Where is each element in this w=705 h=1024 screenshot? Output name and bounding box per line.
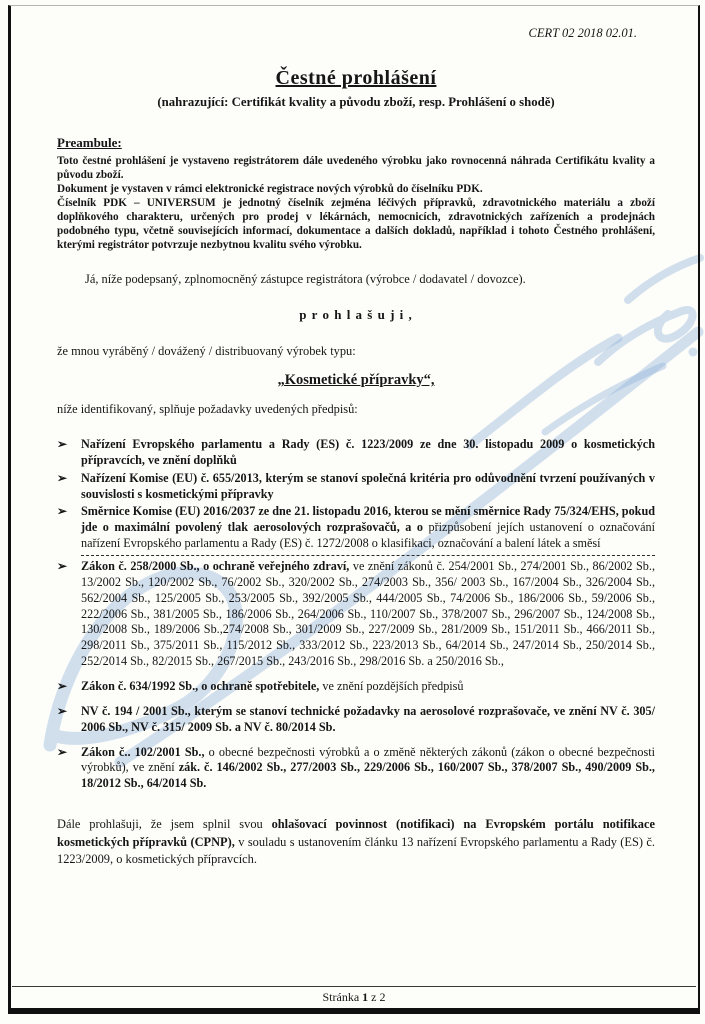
declaration-intro: Já, níže podepsaný, zplnomocněný zástupce registrátora (výrobce / dodavatel / dovozce).	[85, 272, 526, 286]
product-type-intro: že mnou vyráběný / dovážený / distribuovaný výrobek typu:	[57, 344, 356, 358]
regulation-text: Zákon č.. 102/2001 Sb., o obecné bezpečnosti výrobků a o změně některých zákonů (zákon o obecné bezpečnosti výrobků), ve znění zák. č. 146/2002 Sb., 277/2003 Sb., 229/2006 Sb., 160/2007 Sb., 378/2007 Sb., 490/2009 Sb., 18/2012 Sb., 64/2014 Sb.	[81, 744, 655, 791]
subtitle: (nahrazující: Certifikát kvality a původu zboží, resp. Prohlášení o shodě)	[157, 95, 555, 109]
footer-page-label: Stránka	[322, 990, 363, 1004]
regulation-item	[57, 504, 655, 552]
arrow-bullet-icon: ➢	[57, 504, 68, 519]
regulation-item	[57, 704, 655, 736]
footer-page-total: z 2	[368, 990, 386, 1004]
product-type: „Kosmetické přípravky“,	[277, 372, 435, 388]
arrow-bullet-icon: ➢	[57, 679, 68, 694]
page-number: 1	[362, 990, 369, 1004]
preambule-line-3: Číselník PDK – UNIVERSUM je jednotný číselník zejména léčivých přípravků, zdravotnického materiálu a zboží doplňkového charakteru, určených pro prodej v lékárnách, nemocnicích, zdravotnických zařízeních a prodejnách podobného typu, včetně souvisejících informací, dokumentace a dalších dokladů, například i tohoto Čestného prohlášení, kterými registrátor potvrzuje nezbytnou kvalitu svého výrobku.	[57, 197, 655, 251]
regulation-text: NV č. 194 / 2001 Sb., kterým se stanoví technické požadavky na aerosolové rozprašovače, ve znění NV č. 305/ 2006 Sb., NV č. 315/ 2009 Sb. a NV č. 80/2014 Sb.	[81, 703, 655, 734]
regulation-text: Nařízení Evropského parlamentu a Rady (ES) č. 1223/2009 ze dne 30. listopadu 2009 o kosmetických přípravcích, ve znění doplňků	[81, 437, 655, 467]
regulation-list	[57, 437, 655, 792]
regulation-item	[57, 471, 655, 503]
page-title: Čestné prohlášení	[275, 67, 437, 89]
closing-paragraph: Dále prohlašuji, že jsem splnil svou ohlašovací povinnost (notifikaci) na Evropském portálu notifikace kosmetických přípravků (CPNP), v souladu s ustanovením článku 13 nařízení Evropského parlamentu a Rady (ES) č. 1223/2009, o kosmetických přípravcích.	[57, 817, 656, 867]
dashed-separator	[81, 555, 655, 556]
arrow-bullet-icon: ➢	[57, 470, 68, 485]
prohlasuji-line: p r o h l a š u j i ,	[299, 307, 413, 322]
preambule-line-1: Toto čestné prohlášení je vystaveno registrátorem dále uvedeného výrobku jako rovnocenná náhrada Certifikátu kvality a původu zboží.	[57, 155, 655, 181]
regulation-text: Zákon č. 634/1992 Sb., o ochraně spotřebitele, ve znění pozdějších předpisů	[81, 679, 464, 694]
preambule-paragraph	[57, 154, 655, 252]
regulation-item	[57, 745, 655, 793]
regulation-text: Směrnice Komise (EU) 2016/2037 ze dne 21. listopadu 2016, kterou se mění směrnice Rady 75/324/EHS, pokud jde o maximální povolený tlak aerosolových rozprašovačů, a o přizpůsobení jejích ustanovení o označování nařízení Evropského parlamentu a Rady (ES) č. 1272/2008 o klasifikaci, označování a balení látek a směsí	[81, 504, 655, 551]
document-content	[57, 26, 655, 869]
preambule-line-2: Dokument je vystaven v rámci elektronické registrace nových výrobků do číselníku PDK.	[57, 183, 483, 195]
arrow-bullet-icon: ➢	[57, 437, 68, 451]
regulation-item	[57, 679, 655, 695]
arrow-bullet-icon: ➢	[57, 744, 68, 759]
regulation-text: Nařízení Komise (EU) č. 655/2013, kterým se stanoví společná kritéria pro odůvodnění tvrzení používaných v souvislosti s kosmetickými přípravky	[81, 470, 655, 501]
doc-code: CERT 02 2018 02.01.	[528, 26, 637, 40]
arrow-bullet-icon: ➢	[57, 559, 68, 574]
footer	[12, 986, 696, 1005]
arrow-bullet-icon: ➢	[57, 703, 68, 718]
preambule-heading: Preambule:	[57, 135, 122, 150]
regulation-item	[57, 437, 655, 469]
regulation-item	[57, 559, 655, 670]
requirements-line: níže identifikovaný, splňuje požadavky uvedených předpisů:	[57, 402, 358, 416]
regulation-text: Zákon č. 258/2000 Sb., o ochraně veřejného zdraví, ve znění zákonů č. 254/2001 Sb., 274/2001 Sb., 86/2002 Sb., 13/2002 Sb., 120/2002 Sb., 76/2002 Sb., 320/2002 Sb., 274/2003 Sb., 356/ 2003 Sb., 167/2004 Sb., 326/2004 Sb., 562/2004 Sb., 125/2005 Sb., 253/2005 Sb., 392/2005 Sb., 444/2005 Sb., 74/2006 Sb., 186/2006 Sb., 59/2006 Sb., 222/2006 Sb., 381/2005 Sb., 186/2006 Sb., 264/2006 Sb., 110/2007 Sb., 378/2007 Sb., 296/2007 Sb., 124/2008 Sb., 130/2008 Sb., 189/2006 Sb.,274/2008 Sb., 301/2009 Sb., 227/2009 Sb., 281/2009 Sb., 151/2011 Sb., 466/2011 Sb., 298/2011 Sb., 375/2011 Sb., 115/2012 Sb., 333/2012 Sb., 223/2013 Sb., 64/2014 Sb., 247/2014 Sb., 250/2014 Sb., 252/2014 Sb., 82/2015 Sb., 267/2015 Sb., 243/2016 Sb., 298/2016 Sb. a 250/2016 Sb.,	[81, 559, 655, 669]
